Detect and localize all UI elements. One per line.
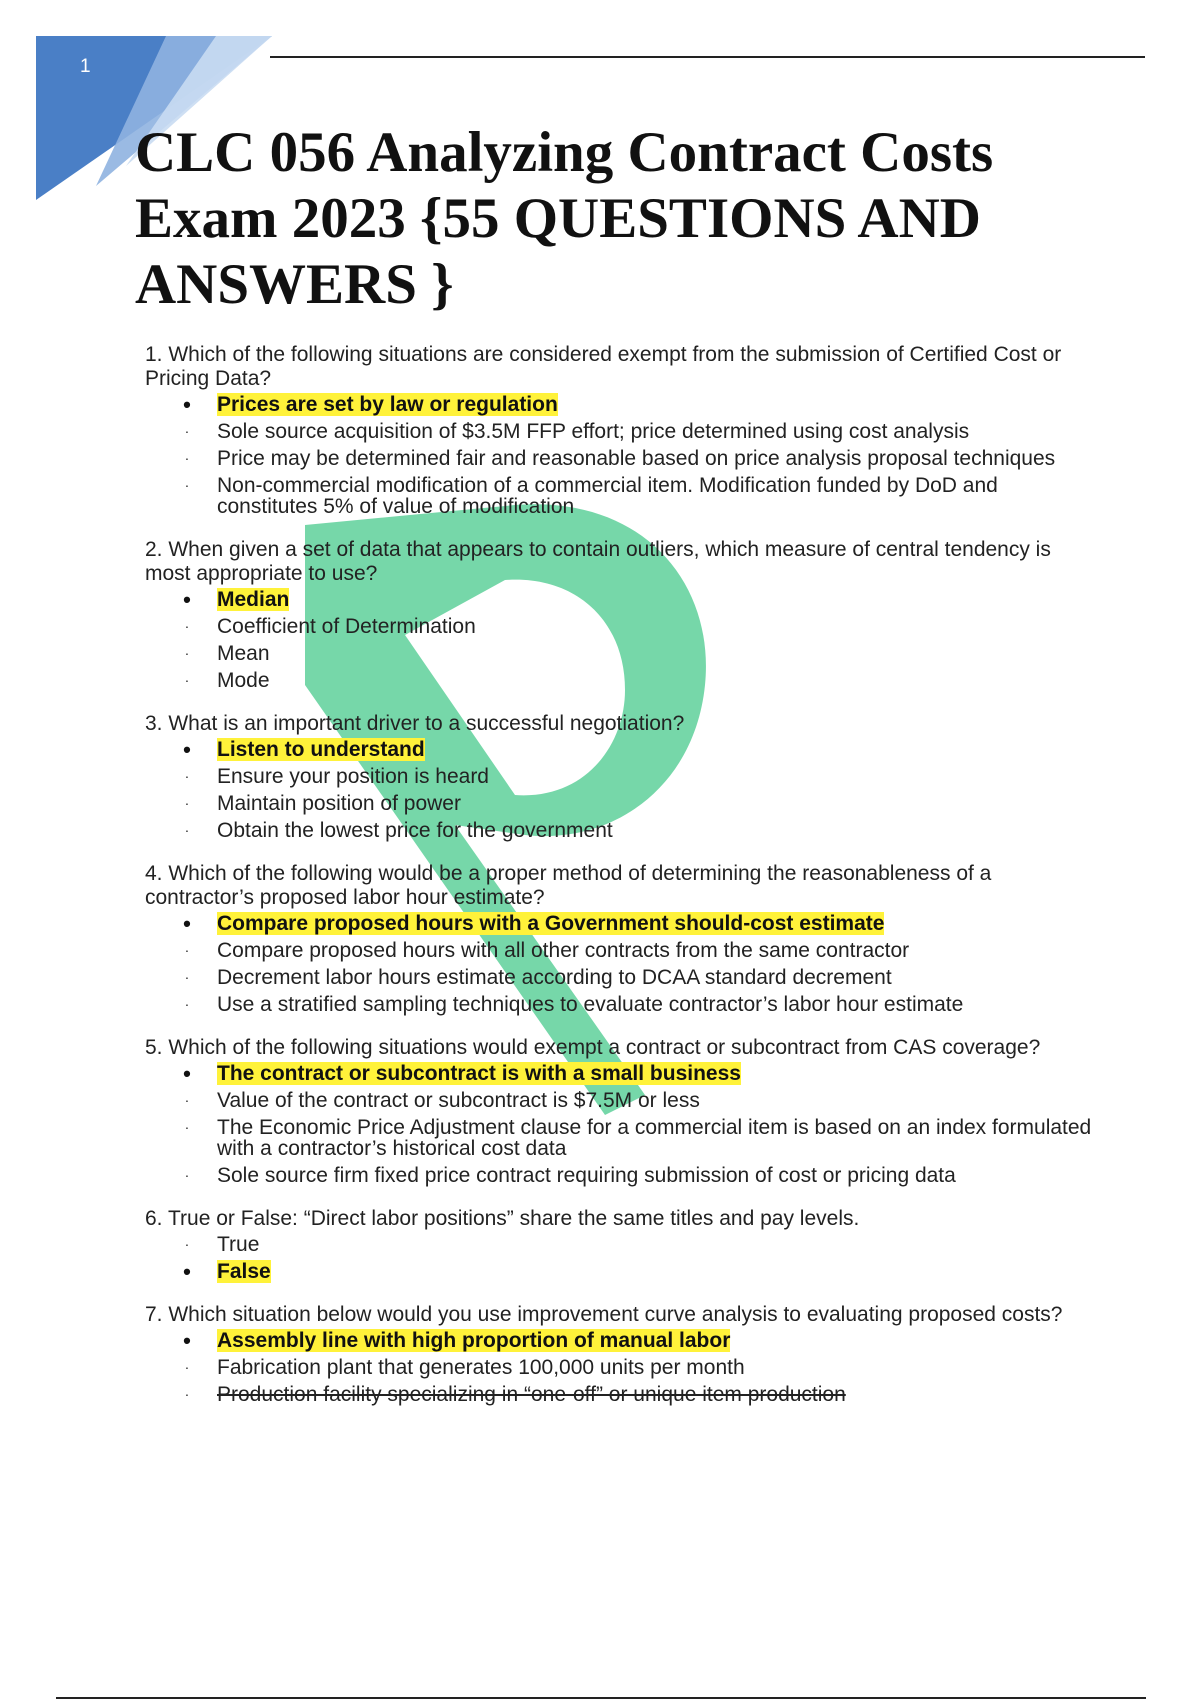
bullet-icon: • — [183, 392, 191, 417]
option-list — [145, 910, 1095, 1018]
bullet-icon: · — [184, 645, 190, 661]
option-text: The contract or subcontract is with a small business — [217, 1062, 741, 1085]
bullet-icon: • — [183, 911, 191, 936]
option-item — [145, 817, 1095, 844]
option-text: True — [217, 1233, 260, 1256]
option-item — [145, 964, 1095, 991]
option-item — [145, 1231, 1095, 1258]
bullet-icon: · — [184, 672, 190, 688]
bullet-icon: · — [184, 423, 190, 439]
bullet-icon: · — [184, 822, 190, 838]
answer-option — [145, 1258, 1095, 1285]
option-list — [145, 586, 1095, 694]
option-text: Use a stratified sampling techniques to evaluate contractor’s labor hour estimate — [217, 993, 964, 1016]
question-block — [145, 712, 1095, 844]
option-text: Value of the contract or subcontract is $7.5M or less — [217, 1089, 700, 1112]
option-text: Median — [217, 588, 290, 611]
bullet-icon: · — [184, 942, 190, 958]
question-text: 7. Which situation below would you use improvement curve analysis to evaluating proposed costs? — [145, 1303, 1063, 1326]
option-text: Obtain the lowest price for the government — [217, 819, 613, 842]
bullet-icon: • — [183, 737, 191, 762]
option-text: Coefficient of Determination — [217, 615, 476, 638]
option-item — [145, 937, 1095, 964]
option-item — [145, 613, 1095, 640]
option-text: Ensure your position is heard — [217, 765, 489, 788]
answer-option — [145, 910, 1095, 937]
option-item — [145, 790, 1095, 817]
page-number: 1 — [80, 56, 91, 77]
option-item — [145, 472, 1095, 520]
option-item — [145, 991, 1095, 1018]
bullet-icon: • — [183, 1061, 191, 1086]
bullet-icon: · — [184, 996, 190, 1012]
bullet-icon: · — [184, 795, 190, 811]
document-title: CLC 056 Analyzing Contract Costs Exam 2023 {55 QUESTIONS AND ANSWERS } — [135, 121, 994, 316]
question-block — [145, 1303, 1095, 1408]
bullet-icon: • — [183, 1259, 191, 1284]
option-item — [145, 1114, 1095, 1162]
option-text: False — [217, 1260, 271, 1283]
option-text: Listen to understand — [217, 738, 425, 761]
bullet-icon: · — [184, 1359, 190, 1375]
option-list — [145, 1060, 1095, 1189]
option-item — [145, 667, 1095, 694]
option-list — [145, 391, 1095, 520]
option-text: Sole source firm fixed price contract requiring submission of cost or pricing data — [217, 1164, 956, 1187]
option-text: Mean — [217, 642, 270, 665]
bullet-icon: · — [184, 618, 190, 634]
option-text: Fabrication plant that generates 100,000 units per month — [217, 1356, 745, 1379]
bullet-icon: · — [184, 1119, 190, 1135]
option-text: Sole source acquisition of $3.5M FFP effort; price determined using cost analysis — [217, 420, 970, 443]
option-text: Non-commercial modification of a commercial item. Modification funded by DoD and constitutes 5% of value of modification — [217, 474, 998, 518]
bullet-icon: · — [184, 969, 190, 985]
option-item — [145, 640, 1095, 667]
question-block — [145, 1207, 1095, 1285]
bullet-icon: · — [184, 1386, 190, 1402]
option-item — [145, 763, 1095, 790]
answer-option — [145, 1327, 1095, 1354]
option-list — [145, 1327, 1095, 1408]
option-text: Compare proposed hours with a Government should-cost estimate — [217, 912, 885, 935]
option-text: Production facility specializing in “one-off” or unique item production — [217, 1383, 846, 1406]
bullet-icon: · — [184, 768, 190, 784]
question-block — [145, 538, 1095, 694]
question-text: 3. What is an important driver to a successful negotiation? — [145, 712, 685, 735]
footer-rule — [56, 1697, 1146, 1699]
option-text: Price may be determined fair and reasonable based on price analysis proposal techniques — [217, 447, 1056, 470]
bullet-icon: · — [184, 450, 190, 466]
option-text: Maintain position of power — [217, 792, 461, 815]
answer-option — [145, 736, 1095, 763]
option-item — [145, 1087, 1095, 1114]
bullet-icon: · — [184, 1236, 190, 1252]
bullet-icon: • — [183, 1328, 191, 1353]
bullet-icon: • — [183, 587, 191, 612]
question-block — [145, 1036, 1095, 1189]
header-rule — [270, 56, 1145, 58]
bullet-icon: · — [184, 1092, 190, 1108]
question-block — [145, 343, 1095, 520]
option-item — [145, 1162, 1095, 1189]
question-text: 4. Which of the following would be a proper method of determining the reasonableness of a contractor’s proposed labor hour estimate? — [145, 862, 992, 909]
question-text: 6. True or False: “Direct labor positions” share the same titles and pay levels. — [145, 1207, 860, 1230]
option-list — [145, 1231, 1095, 1285]
question-block — [145, 862, 1095, 1018]
question-text: 2. When given a set of data that appears to contain outliers, which measure of central tendency is most appropriate to use? — [145, 538, 1051, 585]
option-item — [145, 418, 1095, 445]
option-text: Assembly line with high proportion of manual labor — [217, 1329, 731, 1352]
question-text: 1. Which of the following situations are considered exempt from the submission of Certified Cost or Pricing Data? — [145, 343, 1062, 390]
option-list — [145, 736, 1095, 844]
answer-option — [145, 391, 1095, 418]
option-text: Decrement labor hours estimate according to DCAA standard decrement — [217, 966, 892, 989]
bullet-icon: · — [184, 477, 190, 493]
option-item — [145, 445, 1095, 472]
question-list — [145, 343, 1095, 1426]
option-item — [145, 1354, 1095, 1381]
option-text: The Economic Price Adjustment clause for a commercial item is based on an index formulated with a contractor’s historical cost data — [217, 1116, 1092, 1160]
option-text: Compare proposed hours with all other contracts from the same contractor — [217, 939, 910, 962]
option-item — [145, 1381, 1095, 1408]
option-text: Mode — [217, 669, 270, 692]
answer-option — [145, 586, 1095, 613]
answer-option — [145, 1060, 1095, 1087]
question-text: 5. Which of the following situations would exempt a contract or subcontract from CAS coverage? — [145, 1036, 1041, 1059]
option-text: Prices are set by law or regulation — [217, 393, 558, 416]
bullet-icon: · — [184, 1167, 190, 1183]
